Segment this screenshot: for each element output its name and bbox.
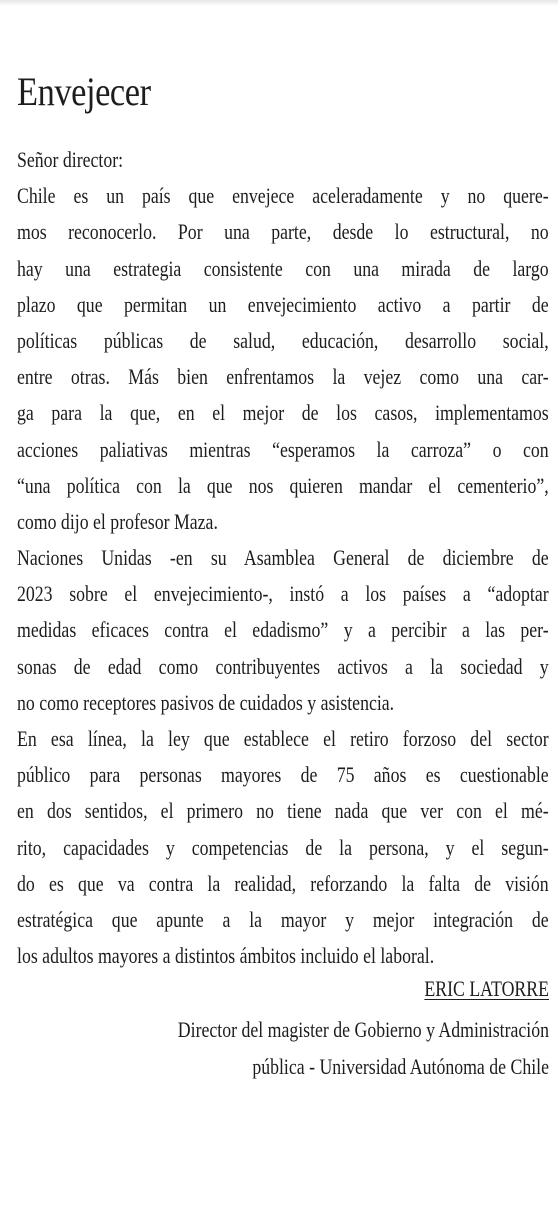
body-line: público para personas mayores de 75 años es cuestionable — [17, 762, 549, 788]
body-line: políticas públicas de salud, educación, desarrollo social, — [17, 327, 549, 353]
body-line: sonas de edad como contribuyentes activos a la sociedad y — [17, 653, 549, 679]
body-line: en dos sentidos, el primero no tiene nada que ver con el mé- — [17, 798, 549, 824]
body-line: plazo que permitan un envejecimiento activo a partir de — [17, 291, 549, 317]
body-line: do es que va contra la realidad, reforzando la falta de visión — [17, 870, 549, 896]
author-signature — [17, 970, 549, 1085]
top-border — [0, 0, 558, 6]
body-line: medidas eficaces contra el edadismo” y a percibir a las per- — [17, 617, 549, 643]
body-line: ga para la que, en el mejor de los casos, implementamos — [17, 400, 549, 426]
body-line: no como receptores pasivos de cuidados y asistencia. — [17, 689, 395, 715]
body-line: los adultos mayores a distintos ámbitos incluido el laboral. — [17, 943, 435, 969]
body-line: hay una estrategia consistente con una mirada de largo — [17, 255, 549, 281]
article-body — [17, 142, 549, 974]
body-line: acciones paliativas mientras “esperamos la carroza” o con — [17, 436, 549, 462]
body-line: 2023 sobre el envejecimiento-, instó a los países a “adoptar — [17, 581, 549, 607]
body-line: rito, capacidades y competencias de la persona, y el segun- — [17, 834, 549, 860]
body-line: entre otras. Más bien enfrentamos la vejez como una car- — [17, 364, 549, 390]
body-line: Naciones Unidas -en su Asamblea General de diciembre de — [17, 545, 549, 571]
author-role: Director del magister de Gobierno y Administración — [177, 1017, 549, 1042]
body-line: como dijo el profesor Maza. — [17, 508, 218, 534]
author-affiliation: pública - Universidad Autónoma de Chile — [252, 1054, 549, 1079]
article-title: Envejecer — [17, 69, 151, 114]
body-line: “una política con la que nos quieren mandar el cementerio”, — [17, 472, 549, 498]
body-line: estratégica que apunte a la mayor y mejor integración de — [17, 906, 549, 932]
body-line: En esa línea, la ley que establece el retiro forzoso del sector — [17, 726, 549, 751]
body-line: mos reconocerlo. Por una parte, desde lo estructural, no — [17, 219, 549, 245]
body-line: Chile es un país que envejece aceleradamente y no quere- — [17, 183, 549, 209]
author-name: ERIC LATORRE — [424, 976, 549, 1001]
salutation-line: Señor director: — [17, 147, 124, 172]
